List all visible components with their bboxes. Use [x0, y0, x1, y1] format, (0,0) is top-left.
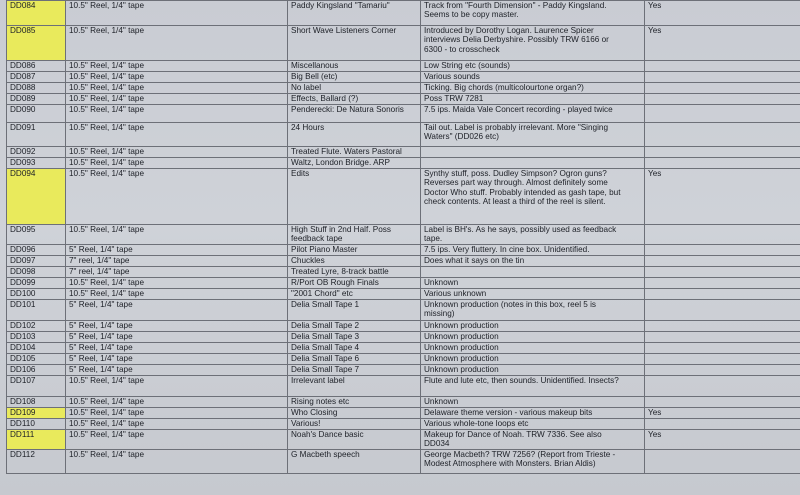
table-row: [7, 376, 800, 397]
tape-id-cell: DD084: [7, 1, 66, 26]
tape-format-cell: 10.5" Reel, 1/4" tape: [66, 26, 288, 61]
table-row: [7, 365, 800, 376]
tape-id-cell: DD093: [7, 158, 66, 169]
tape-notes-cell: Does what it says on the tin: [421, 256, 645, 267]
tape-id-cell: DD088: [7, 83, 66, 94]
tape-format-cell: 10.5" Reel, 1/4" tape: [66, 169, 288, 225]
table-row: [7, 1, 800, 26]
tape-format-cell: 10.5" Reel, 1/4" tape: [66, 397, 288, 408]
table-row: [7, 83, 800, 94]
tape-id-cell: DD095: [7, 225, 66, 245]
tape-notes-cell: 7.5 ips. Maida Vale Concert recording - played twice: [421, 105, 645, 123]
tape-format-cell: 10.5" Reel, 1/4" tape: [66, 289, 288, 300]
flag-cell: [645, 267, 800, 278]
tape-format-cell: 5" Reel, 1/4" tape: [66, 365, 288, 376]
tape-format-cell: 5" Reel, 1/4" tape: [66, 245, 288, 256]
table-row: [7, 61, 800, 72]
flag-cell: [645, 83, 800, 94]
tape-id-cell: DD087: [7, 72, 66, 83]
table-row: [7, 354, 800, 365]
tape-id-cell: DD094: [7, 169, 66, 225]
tape-notes-cell: George Macbeth? TRW 7256? (Report from Trieste - Modest Atmosphere with Monsters. Brian Aldis): [421, 450, 645, 474]
table-row: [7, 332, 800, 343]
tape-format-cell: 10.5" Reel, 1/4" tape: [66, 61, 288, 72]
table-row: [7, 94, 800, 105]
tape-notes-cell: [421, 147, 645, 158]
flag-cell: Yes: [645, 26, 800, 61]
tape-title-cell: Waltz, London Bridge. ARP: [288, 158, 421, 169]
tape-notes-cell: Unknown production: [421, 343, 645, 354]
table-row: [7, 147, 800, 158]
tape-id-cell: DD105: [7, 354, 66, 365]
tape-notes-cell: Flute and lute etc, then sounds. Unidentified. Insects?: [421, 376, 645, 397]
tape-id-cell: DD092: [7, 147, 66, 158]
table-row: [7, 450, 800, 474]
table-row: [7, 225, 800, 245]
tape-id-cell: DD102: [7, 321, 66, 332]
tape-title-cell: Delia Small Tape 6: [288, 354, 421, 365]
flag-cell: [645, 354, 800, 365]
flag-cell: Yes: [645, 430, 800, 450]
tape-format-cell: 5" Reel, 1/4" tape: [66, 300, 288, 321]
tape-title-cell: Short Wave Listeners Corner: [288, 26, 421, 61]
tape-format-cell: 10.5" Reel, 1/4" tape: [66, 123, 288, 147]
tape-id-cell: DD104: [7, 343, 66, 354]
tape-format-cell: 10.5" Reel, 1/4" tape: [66, 72, 288, 83]
tape-notes-cell: Unknown production: [421, 365, 645, 376]
tape-title-cell: Delia Small Tape 3: [288, 332, 421, 343]
tape-notes-cell: Unknown production: [421, 332, 645, 343]
flag-cell: [645, 72, 800, 83]
tape-title-cell: Various!: [288, 419, 421, 430]
tape-format-cell: 7" reel, 1/4" tape: [66, 267, 288, 278]
table-row: [7, 72, 800, 83]
tape-notes-cell: Introduced by Dorothy Logan. Laurence Spicer interviews Delia Derbyshire. Possibly TRW 6166 or 6300 - to crosscheck: [421, 26, 645, 61]
flag-cell: [645, 397, 800, 408]
tape-notes-cell: Tail out. Label is probably irrelevant. More "Singing Waters" (DD026 etc): [421, 123, 645, 147]
flag-cell: [645, 105, 800, 123]
tape-format-cell: 7" reel, 1/4" tape: [66, 256, 288, 267]
flag-cell: [645, 376, 800, 397]
tape-id-cell: DD112: [7, 450, 66, 474]
tape-notes-cell: Various sounds: [421, 72, 645, 83]
tape-notes-cell: [421, 158, 645, 169]
tape-format-cell: 10.5" Reel, 1/4" tape: [66, 105, 288, 123]
tape-id-cell: DD089: [7, 94, 66, 105]
flag-cell: [645, 278, 800, 289]
flag-cell: Yes: [645, 408, 800, 419]
tape-id-cell: DD100: [7, 289, 66, 300]
tape-format-cell: 10.5" Reel, 1/4" tape: [66, 83, 288, 94]
tape-format-cell: 10.5" Reel, 1/4" tape: [66, 94, 288, 105]
tape-format-cell: 10.5" Reel, 1/4" tape: [66, 278, 288, 289]
table-row: [7, 408, 800, 419]
flag-cell: [645, 450, 800, 474]
tape-title-cell: Paddy Kingsland "Tamariu": [288, 1, 421, 26]
flag-cell: [645, 123, 800, 147]
table-row: [7, 419, 800, 430]
tape-notes-cell: Track from "Fourth Dimension" - Paddy Kingsland. Seems to be copy master.: [421, 1, 645, 26]
table-row: [7, 169, 800, 225]
table-row: [7, 105, 800, 123]
flag-cell: [645, 61, 800, 72]
tape-format-cell: 10.5" Reel, 1/4" tape: [66, 147, 288, 158]
tape-id-cell: DD097: [7, 256, 66, 267]
tape-title-cell: High Stuff in 2nd Half. Poss feedback tape: [288, 225, 421, 245]
tape-notes-cell: Makeup for Dance of Noah. TRW 7336. See also DD034: [421, 430, 645, 450]
tape-notes-cell: Ticking. Big chords (multicolourtone organ?): [421, 83, 645, 94]
flag-cell: [645, 365, 800, 376]
tape-title-cell: Irrelevant label: [288, 376, 421, 397]
tape-notes-cell: Various whole-tone loops etc: [421, 419, 645, 430]
tape-title-cell: Chuckles: [288, 256, 421, 267]
tape-title-cell: G Macbeth speech: [288, 450, 421, 474]
flag-cell: [645, 321, 800, 332]
tape-title-cell: Big Bell (etc): [288, 72, 421, 83]
table-row: [7, 397, 800, 408]
tape-format-cell: 10.5" Reel, 1/4" tape: [66, 225, 288, 245]
flag-cell: [645, 225, 800, 245]
tape-id-cell: DD098: [7, 267, 66, 278]
table-row: [7, 267, 800, 278]
tape-notes-cell: Delaware theme version - various makeup bits: [421, 408, 645, 419]
tape-id-cell: DD090: [7, 105, 66, 123]
tape-title-cell: Pilot Piano Master: [288, 245, 421, 256]
tape-title-cell: Penderecki: De Natura Sonoris: [288, 105, 421, 123]
tape-notes-cell: Unknown: [421, 278, 645, 289]
tape-id-cell: DD108: [7, 397, 66, 408]
tape-notes-cell: Synthy stuff, poss. Dudley Simpson? Ogron guns? Reverses part way through. Almost definitely some Doctor Who stuff. Probably intended as gash tape, but check contents. At least a third of the reel is silent.: [421, 169, 645, 225]
flag-cell: [645, 256, 800, 267]
tape-notes-cell: Various unknown: [421, 289, 645, 300]
tape-notes-cell: Poss TRW 7281: [421, 94, 645, 105]
tape-title-cell: Rising notes etc: [288, 397, 421, 408]
tape-format-cell: 10.5" Reel, 1/4" tape: [66, 430, 288, 450]
table-row: [7, 278, 800, 289]
tape-format-cell: 5" Reel, 1/4" tape: [66, 321, 288, 332]
tape-notes-cell: Unknown production: [421, 321, 645, 332]
tape-format-cell: 10.5" Reel, 1/4" tape: [66, 1, 288, 26]
tape-id-cell: DD101: [7, 300, 66, 321]
tape-notes-cell: 7.5 ips. Very fluttery. In cine box. Unidentified.: [421, 245, 645, 256]
tape-id-cell: DD085: [7, 26, 66, 61]
flag-cell: Yes: [645, 169, 800, 225]
flag-cell: [645, 147, 800, 158]
tape-id-cell: DD111: [7, 430, 66, 450]
table-row: [7, 245, 800, 256]
flag-cell: [645, 158, 800, 169]
tape-notes-cell: Unknown production (notes in this box, reel 5 is missing): [421, 300, 645, 321]
tape-catalogue-table: [6, 0, 800, 474]
tape-id-cell: DD096: [7, 245, 66, 256]
flag-cell: [645, 94, 800, 105]
flag-cell: Yes: [645, 1, 800, 26]
tape-title-cell: No label: [288, 83, 421, 94]
tape-id-cell: DD107: [7, 376, 66, 397]
tape-title-cell: Delia Small Tape 4: [288, 343, 421, 354]
tape-title-cell: Treated Flute. Waters Pastoral: [288, 147, 421, 158]
tape-title-cell: Delia Small Tape 7: [288, 365, 421, 376]
tape-id-cell: DD091: [7, 123, 66, 147]
flag-cell: [645, 343, 800, 354]
tape-title-cell: Noah's Dance basic: [288, 430, 421, 450]
tape-format-cell: 10.5" Reel, 1/4" tape: [66, 158, 288, 169]
tape-format-cell: 10.5" Reel, 1/4" tape: [66, 408, 288, 419]
tape-notes-cell: Unknown production: [421, 354, 645, 365]
flag-cell: [645, 300, 800, 321]
table-row: [7, 343, 800, 354]
tape-title-cell: Effects, Ballard (?): [288, 94, 421, 105]
tape-format-cell: 10.5" Reel, 1/4" tape: [66, 376, 288, 397]
tape-notes-cell: Low String etc (sounds): [421, 61, 645, 72]
table-row: [7, 256, 800, 267]
tape-title-cell: Edits: [288, 169, 421, 225]
table-row: [7, 430, 800, 450]
flag-cell: [645, 419, 800, 430]
table-row: [7, 321, 800, 332]
table-row: [7, 289, 800, 300]
tape-id-cell: DD106: [7, 365, 66, 376]
tape-title-cell: "2001 Chord" etc: [288, 289, 421, 300]
flag-cell: [645, 289, 800, 300]
table-row: [7, 300, 800, 321]
tape-format-cell: 10.5" Reel, 1/4" tape: [66, 450, 288, 474]
tape-id-cell: DD086: [7, 61, 66, 72]
tape-id-cell: DD109: [7, 408, 66, 419]
tape-id-cell: DD103: [7, 332, 66, 343]
tape-notes-cell: Label is BH's. As he says, possibly used as feedback tape.: [421, 225, 645, 245]
tape-notes-cell: Unknown: [421, 397, 645, 408]
tape-notes-cell: [421, 267, 645, 278]
tape-title-cell: Delia Small Tape 1: [288, 300, 421, 321]
tape-format-cell: 5" Reel, 1/4" tape: [66, 332, 288, 343]
tape-id-cell: DD110: [7, 419, 66, 430]
table-row: [7, 26, 800, 61]
tape-title-cell: Treated Lyre, 8-track battle: [288, 267, 421, 278]
flag-cell: [645, 245, 800, 256]
tape-title-cell: Delia Small Tape 2: [288, 321, 421, 332]
tape-title-cell: R/Port OB Rough Finals: [288, 278, 421, 289]
tape-title-cell: 24 Hours: [288, 123, 421, 147]
tape-format-cell: 5" Reel, 1/4" tape: [66, 354, 288, 365]
tape-title-cell: Miscellanous: [288, 61, 421, 72]
table-row: [7, 123, 800, 147]
tape-format-cell: 5" Reel, 1/4" tape: [66, 343, 288, 354]
tape-id-cell: DD099: [7, 278, 66, 289]
tape-title-cell: Who Closing: [288, 408, 421, 419]
table-row: [7, 158, 800, 169]
tape-format-cell: 10.5" Reel, 1/4" tape: [66, 419, 288, 430]
flag-cell: [645, 332, 800, 343]
